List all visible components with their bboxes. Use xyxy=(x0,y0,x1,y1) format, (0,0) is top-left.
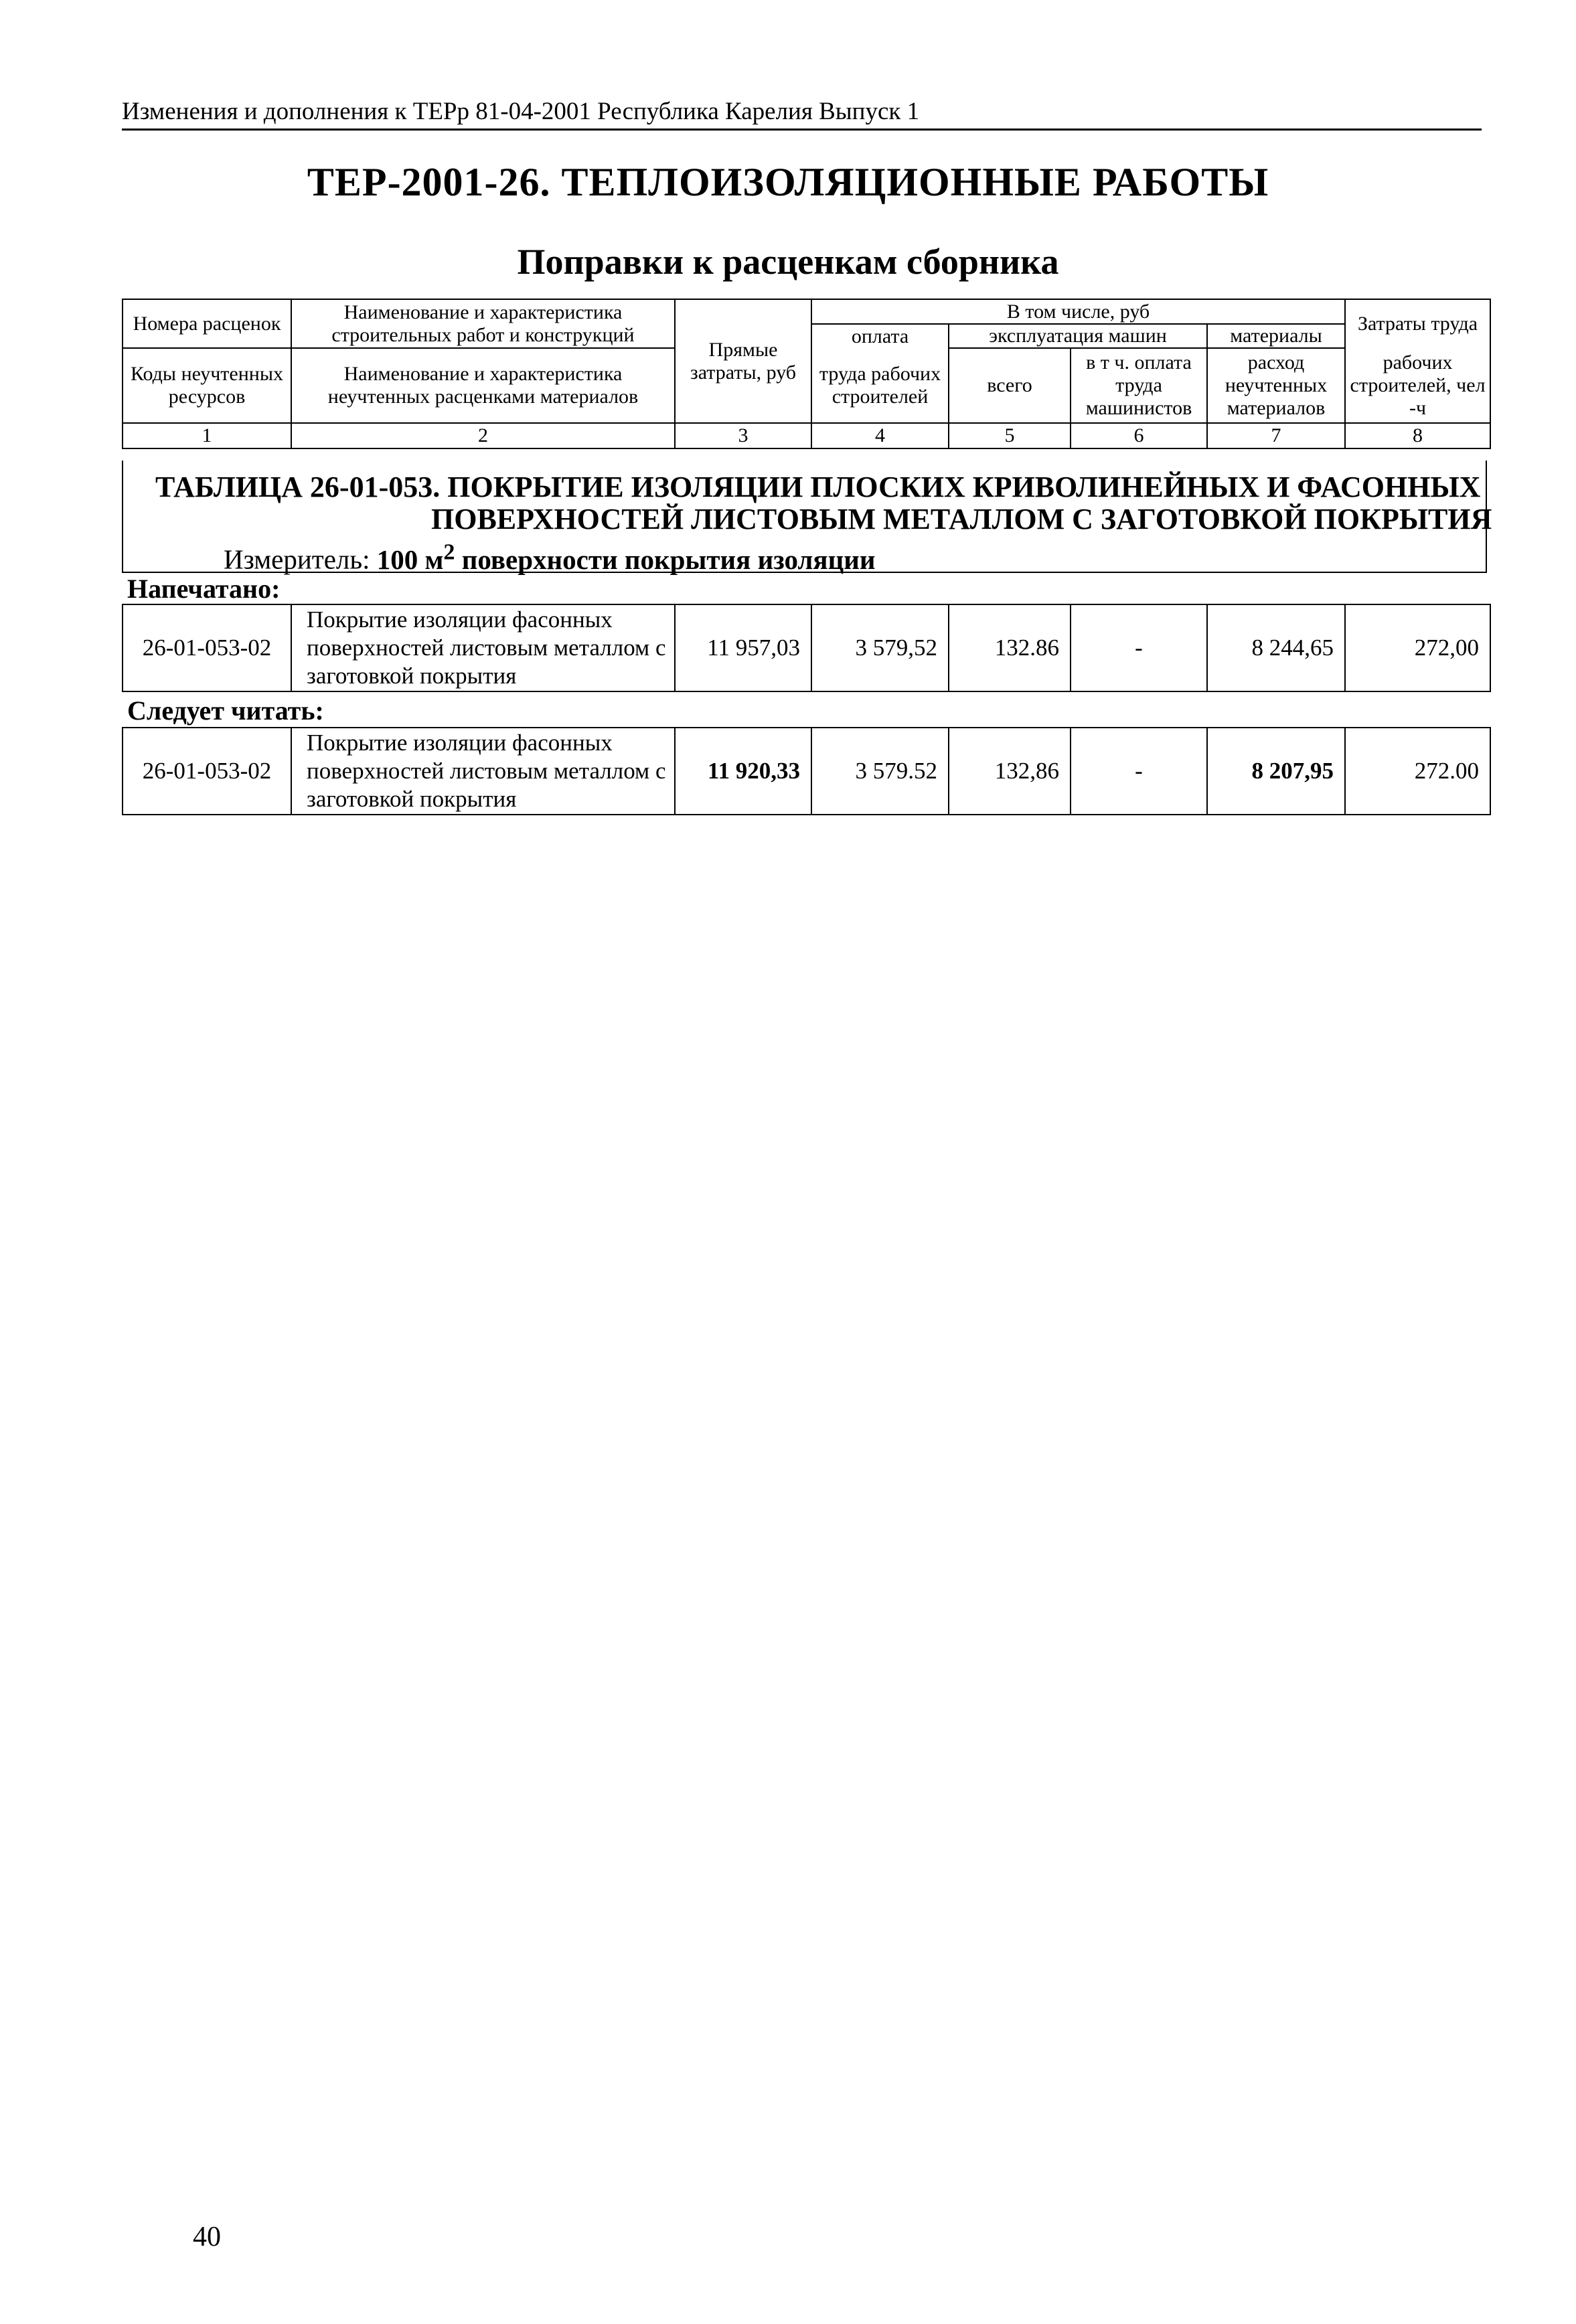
printed-row-table xyxy=(122,604,1491,692)
should-labor: 3 579.52 xyxy=(811,728,949,815)
column-number: 4 xyxy=(811,423,949,448)
header-col4-top: оплата xyxy=(811,324,949,348)
measure-suffix: поверхности покрытия изоляции xyxy=(455,544,876,575)
section-title-line2: ПОВЕРХНОСТЕЙ ЛИСТОВЫМ МЕТАЛЛОМ С ЗАГОТОВКОЙ ПОКРЫТИЯ xyxy=(431,503,1492,535)
table-row xyxy=(123,728,1490,815)
printed-labor: 3 579,52 xyxy=(811,604,949,691)
header-col2-top: Наименование и характеристика строительных работ и конструкций xyxy=(291,299,675,348)
should-direct: 11 920,33 xyxy=(675,728,811,815)
header-col1-bottom: Коды неучтенных ресурсов xyxy=(123,348,291,423)
column-number: 1 xyxy=(123,423,291,448)
should-operators: - xyxy=(1071,728,1207,815)
page-subtitle: Поправки к расценкам сборника xyxy=(517,242,1059,282)
should-read-label: Следует читать: xyxy=(127,695,324,726)
header-col1-top: Номера расценок xyxy=(123,299,291,348)
running-header: Изменения и дополнения к ТЕРр 81-04-2001 Республика Карелия Выпуск 1 xyxy=(122,98,1482,131)
header-col4-bottom: труда рабочих строителей xyxy=(811,348,949,423)
should-machines: 132,86 xyxy=(949,728,1071,815)
header-table xyxy=(122,299,1491,449)
printed-hours: 272,00 xyxy=(1345,604,1490,691)
column-number: 5 xyxy=(949,423,1071,448)
header-col8-bottom: рабочих строителей, чел -ч xyxy=(1345,348,1490,423)
column-number: 7 xyxy=(1207,423,1345,448)
printed-name: Покрытие изоляции фасонных поверхностей листовым металлом с заготовкой покрытия xyxy=(291,604,675,691)
column-number: 2 xyxy=(291,423,675,448)
section-measure xyxy=(224,540,875,576)
should-hours: 272.00 xyxy=(1345,728,1490,815)
header-col2-bottom: Наименование и характеристика неучтенных расценками материалов xyxy=(291,348,675,423)
should-name: Покрытие изоляции фасонных поверхностей листовым металлом с заготовкой покрытия xyxy=(291,728,675,815)
measure-value: 100 м xyxy=(376,544,444,575)
measure-prefix: Измеритель: xyxy=(224,544,377,575)
printed-label: Напечатано: xyxy=(127,574,281,604)
column-number: 6 xyxy=(1071,423,1207,448)
printed-operators: - xyxy=(1071,604,1207,691)
should-code: 26-01-053-02 xyxy=(123,728,291,815)
header-col3: Прямые затраты, руб xyxy=(675,299,811,423)
table-row xyxy=(123,604,1490,691)
header-col7-bottom: расход неучтенных материалов xyxy=(1207,348,1345,423)
printed-code: 26-01-053-02 xyxy=(123,604,291,691)
column-number: 8 xyxy=(1345,423,1490,448)
header-col56-top: эксплуатация машин xyxy=(949,324,1207,348)
header-col8-top: Затраты труда xyxy=(1345,299,1490,348)
page-number: 40 xyxy=(193,2222,221,2252)
measure-sup: 2 xyxy=(443,540,455,564)
header-group: В том числе, руб xyxy=(811,299,1345,324)
header-col5-bottom: всего xyxy=(949,348,1071,423)
page-title: ТЕР-2001-26. ТЕПЛОИЗОЛЯЦИОННЫЕ РАБОТЫ xyxy=(307,160,1269,204)
section-title-block xyxy=(122,461,1492,575)
section-title-line1: ТАБЛИЦА 26-01-053. ПОКРЫТИЕ ИЗОЛЯЦИИ ПЛОСКИХ КРИВОЛИНЕЙНЫХ И ФАСОННЫХ xyxy=(155,471,1481,503)
printed-direct: 11 957,03 xyxy=(675,604,811,691)
should-materials: 8 207,95 xyxy=(1207,728,1345,815)
header-col6-bottom: в т ч. оплата труда машинистов xyxy=(1071,348,1207,423)
should-read-row-table xyxy=(122,727,1491,815)
column-number: 3 xyxy=(675,423,811,448)
header-col7-top: материалы xyxy=(1207,324,1345,348)
printed-machines: 132.86 xyxy=(949,604,1071,691)
printed-materials: 8 244,65 xyxy=(1207,604,1345,691)
